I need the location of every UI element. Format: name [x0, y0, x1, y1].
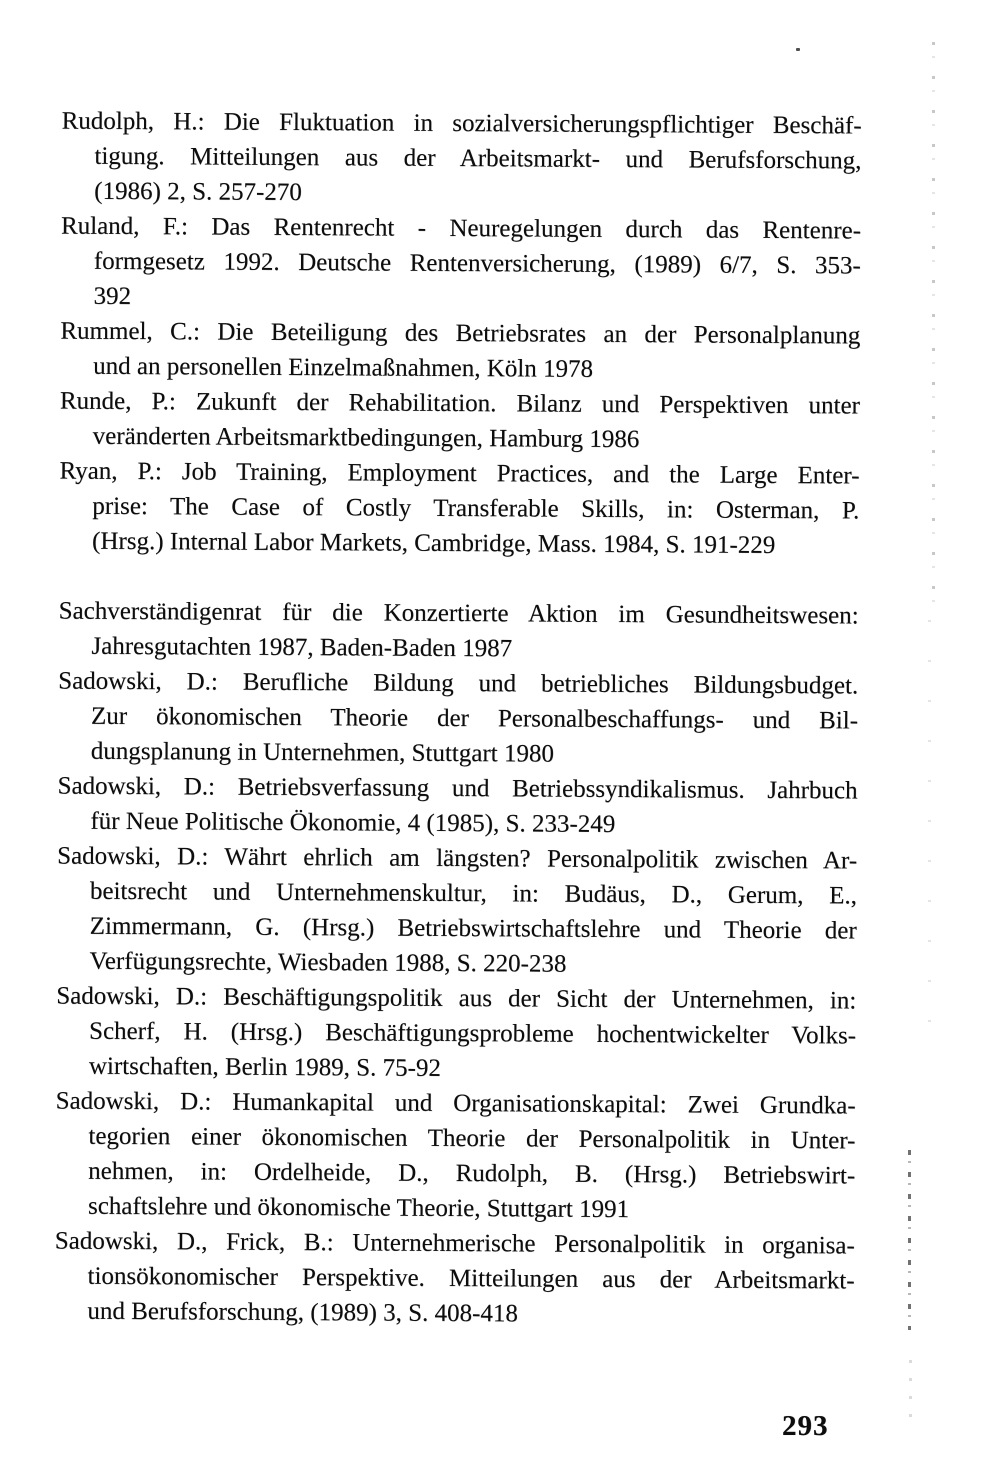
reference-entry	[58, 664, 859, 774]
reference-line: beitsrecht und Unternehmenskultur, in: Budäus, D., Gerum, E.,	[89, 877, 858, 910]
reference-entry	[58, 594, 858, 669]
reference-line: Rummel, C.: Die Beteiligung des Betriebsrates an der Personalplanung	[60, 317, 861, 350]
reference-line: Sadowski, D.: Währt ehrlich am längsten? Personalpolitik zwischen Ar-	[57, 842, 858, 875]
scan-artifact	[928, 620, 931, 1040]
scan-artifact	[796, 48, 800, 51]
reference-line: Sadowski, D.: Berufliche Bildung und betriebliches Bildungsbudget.	[58, 667, 859, 700]
scan-artifact	[932, 42, 935, 602]
reference-line: schaftslehre und ökonomische Theorie, Stuttgart 1991	[87, 1192, 630, 1224]
reference-line: Jahresgutachten 1987, Baden-Baden 1987	[91, 632, 513, 663]
reference-entry	[60, 314, 860, 389]
reference-line: formgesetz 1992. Deutsche Rentenversicherung, (1989) 6/7, S. 353-	[93, 247, 861, 280]
reference-line: Zur ökonomischen Theorie der Personalbeschaffungs- und Bil-	[90, 702, 859, 735]
reference-line: Ryan, P.: Job Training, Employment Practices, and the Large Enter-	[59, 457, 860, 490]
reference-line: tegorien einer ökonomischen Theorie der Personalpolitik in Unter-	[88, 1122, 856, 1155]
page-number: 293	[782, 1410, 829, 1442]
reference-line: Verfügungsrechte, Wiesbaden 1988, S. 220-238	[89, 947, 567, 978]
reference-line: nehmen, in: Ordelheide, D., Rudolph, B. (Hrsg.) Betriebswirt-	[88, 1157, 856, 1190]
scan-artifact	[908, 1150, 911, 1330]
reference-entry	[56, 839, 857, 984]
reference-entry	[55, 1084, 856, 1229]
reference-line: tionsökonomischer Perspektive. Mitteilungen aus der Arbeitsmarkt-	[87, 1262, 855, 1295]
reference-line: für Neue Politische Ökonomie, 4 (1985), S. 233-249	[90, 807, 616, 838]
reference-line: Sadowski, D.: Beschäftigungspolitik aus der Sicht der Unternehmen, in:	[56, 982, 857, 1015]
scan-artifact	[909, 1360, 912, 1430]
reference-line: (Hrsg.) Internal Labor Markets, Cambridge, Mass. 1984, S. 191-229	[91, 527, 776, 559]
reference-line: Sachverständigenrat für die Konzertierte Aktion im Gesundheitswesen:	[58, 597, 859, 630]
reference-line: dungsplanung in Unternehmen, Stuttgart 1980	[90, 737, 555, 768]
reference-line: wirtschaften, Berlin 1989, S. 75-92	[88, 1052, 441, 1082]
reference-line: 392	[93, 282, 132, 310]
reference-line: tigung. Mitteilungen aus der Arbeitsmarkt- und Berufsforschung,	[94, 142, 862, 175]
reference-entry	[61, 104, 862, 214]
reference-line: Zimmermann, G. (Hrsg.) Betriebswirtschaftslehre und Theorie der	[89, 912, 857, 945]
reference-line: Scherf, H. (Hrsg.) Beschäftigungsprobleme hochentwickelter Volks-	[89, 1017, 857, 1050]
reference-entry	[60, 209, 861, 319]
reference-line: Sadowski, D., Frick, B.: Unternehmerische Personalpolitik in organisa-	[54, 1227, 855, 1260]
reference-line: prise: The Case of Costly Transferable Skills, in: Osterman, P.	[92, 492, 860, 525]
reference-line: (1986) 2, S. 257-270	[94, 177, 302, 207]
reference-entry	[60, 384, 860, 459]
reference-entry	[56, 979, 857, 1089]
reference-entry	[57, 769, 857, 844]
reference-entry	[59, 454, 860, 564]
reference-line: Rudolph, H.: Die Fluktuation in sozialversicherungspflichtiger Beschäf-	[61, 107, 862, 140]
reference-line: Ruland, F.: Das Rentenrecht - Neuregelungen durch das Rentenre-	[60, 212, 862, 245]
reference-line: Sadowski, D.: Betriebsverfassung und Betriebssyndikalismus. Jahrbuch	[57, 772, 858, 805]
reference-line: und Berufsforschung, (1989) 3, S. 408-418	[87, 1297, 518, 1328]
reference-line: veränderten Arbeitsmarktbedingungen, Hamburg 1986	[92, 422, 640, 454]
reference-line: und an personellen Einzelmaßnahmen, Köln 1978	[93, 352, 594, 383]
reference-list	[54, 104, 861, 1334]
reference-line: Sadowski, D.: Humankapital und Organisationskapital: Zwei Grundka-	[55, 1087, 856, 1120]
reference-line: Runde, P.: Zukunft der Rehabilitation. Bilanz und Perspektiven unter	[59, 387, 860, 420]
reference-entry	[54, 1224, 855, 1334]
